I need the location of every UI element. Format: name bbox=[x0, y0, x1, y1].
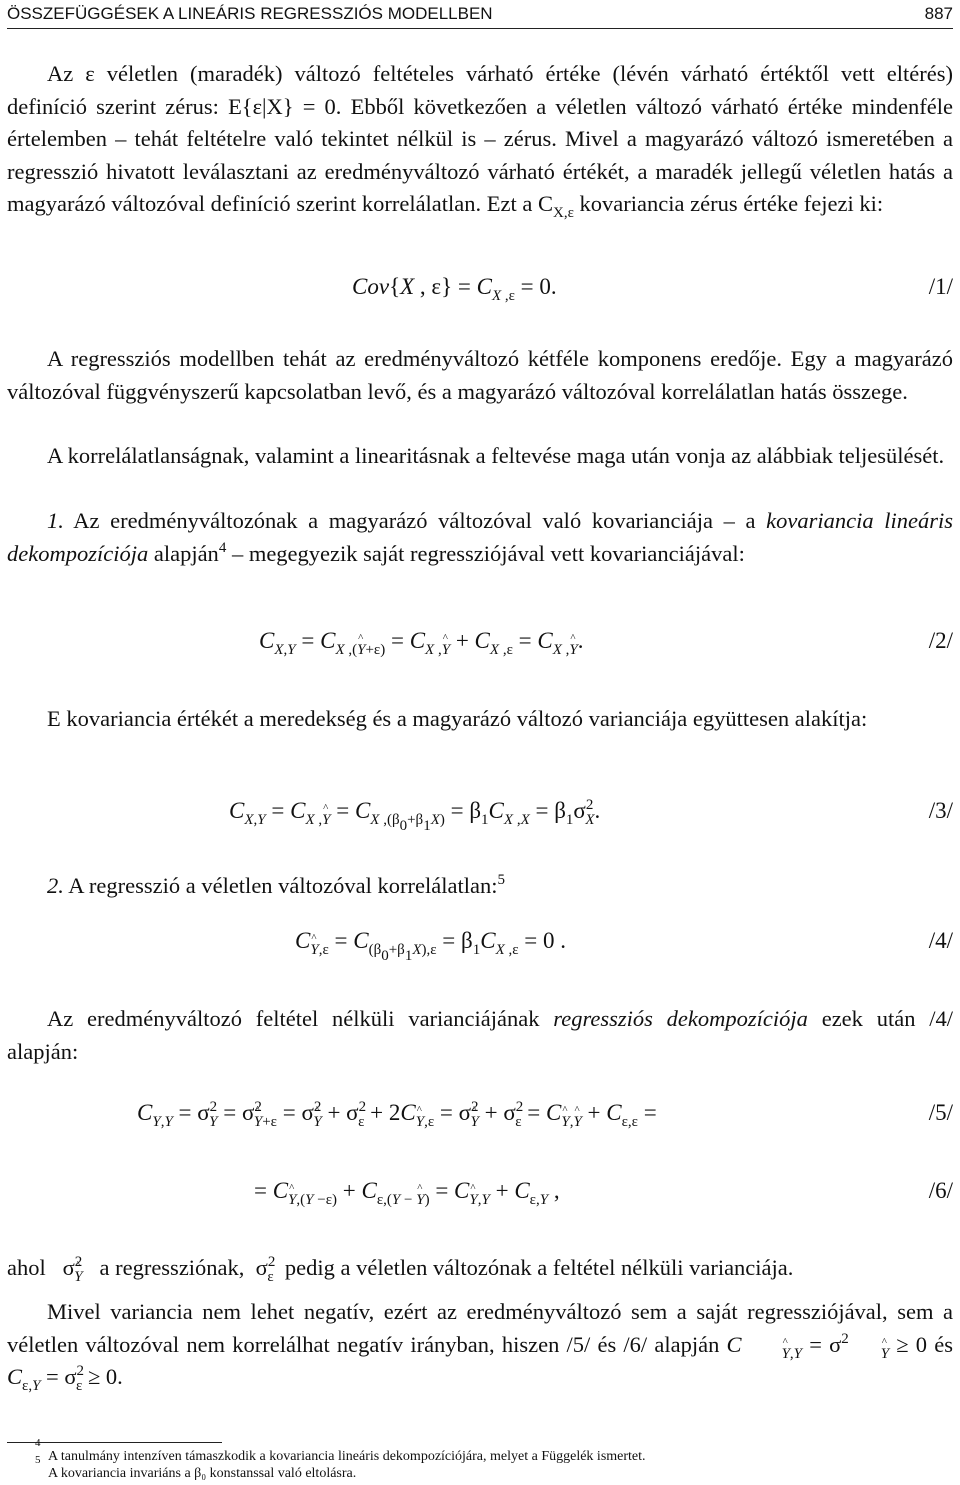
equation-1-formula: Cov{X , $\varepsilon\} = C_{X ,\varepsilon} = 0$. bbox=[352, 274, 557, 304]
equation-3 bbox=[7, 798, 953, 838]
page-number: 887 bbox=[924, 4, 953, 23]
equation-4 bbox=[7, 928, 953, 968]
equation-3-formula: $C_{X,Y} = C_{X ,Y} = C_{X ,(\beta_0+\beta_1X)} = \beta_1C_{X ,X} = \beta_1\sigma^2_X$. bbox=[229, 797, 601, 834]
paragraph-6: 2. A regresszió a véletlen változóval korrelálatlan:$^5$ bbox=[47, 872, 505, 898]
equation-6-number: /6/ bbox=[928, 1178, 953, 1203]
running-header bbox=[7, 2, 953, 29]
footnote-5: 5 A kovariancia invariáns a β₀ konstanssal való eltolásra. bbox=[35, 1454, 357, 1481]
paragraph-3: A korrelálatlanságnak, valamint a linearitásnak a feltevése maga után vonja az alábbiak teljesülését. bbox=[47, 443, 945, 468]
equation-2 bbox=[7, 628, 953, 668]
paragraph-9: Mivel variancia nem lehet negatív, ezért az eredményváltozó sem a saját regressziójával, sem a véletlen változóval nem korrelálhat negatív irányban, hiszen /5/ és /6/ alapján C $_{Y,Y} = \sigma^2_Y \ge 0$ és $C_{\varepsilon,Y} = \sigma^2_\varepsilon \ge 0$. bbox=[7, 1299, 953, 1394]
equation-4-number: /4/ bbox=[928, 928, 953, 953]
equation-2-number: /2/ bbox=[928, 628, 953, 653]
equation-5 bbox=[7, 1100, 953, 1140]
equation-4-formula: $C_{Y,\varepsilon} = C_{(\beta_0+\beta_1X),\varepsilon} = \beta_1C_{X ,\varepsilon} = 0$ . bbox=[295, 928, 567, 964]
paragraph-5: E kovariancia értékét a meredekség és a magyarázó változó varianciája együttesen alakítja: bbox=[47, 706, 868, 731]
equation-6-formula: = $C_{Y,(Y -\varepsilon)} + C_{\varepsilon,(Y - Y)} = C_{Y,Y} + C_{\varepsilon,Y}$ , bbox=[254, 1178, 560, 1208]
equation-1 bbox=[7, 274, 953, 314]
equation-2-formula: $C_{X,Y} = C_{X ,(Y+\varepsilon)} = C_{X ,Y} + C_{X ,\varepsilon} = C_{X ,Y}$. bbox=[259, 628, 584, 658]
paragraph-4: 1. Az eredményváltozónak a magyarázó változóval való kovarianciája – a kovariancia lineáris dekompozíciója alapján$^4$ – megegyezik saját regressziójával vett kovarianciájával: bbox=[7, 508, 953, 566]
paragraph-8 bbox=[7, 1255, 953, 1295]
equation-5-formula: $C_{Y,Y} = \sigma^2_Y = \sigma^2_{Y+\varepsilon} = \sigma^2_Y + \sigma^2_\varepsilon + 2C_{Y,\varepsilon} = \sigma^2_Y + \sigma^2_\varepsilon = C_{Y,Y} + C_{\varepsilon,\varepsilon}$ = bbox=[137, 1099, 657, 1130]
equation-1-number: /1/ bbox=[928, 274, 953, 299]
equation-6 bbox=[7, 1178, 953, 1218]
paragraph-8-text: ahol $\sigma^2_Y$ a regressziónak, $\sigma^2_\varepsilon$ pedig a véletlen változónak a feltétel nélküli varianciája. bbox=[7, 1254, 794, 1285]
equation-5-number: /5/ bbox=[928, 1100, 953, 1125]
footnote-ref-5[interactable]: 5 bbox=[497, 872, 505, 888]
paragraph-7: Az eredményváltozó feltétel nélküli varianciájának regressziós dekompozíciója ezek után /4/ alapján: bbox=[7, 1006, 954, 1064]
footnote-ref-4[interactable]: 4 bbox=[218, 539, 227, 556]
footnote-4: 4 A tanulmány intenzíven támaszkodik a kovariancia lineáris dekompozíciójára, melyet a Függelék ismertet. bbox=[35, 1437, 646, 1464]
paragraph-2: A regressziós modellben tehát az eredményváltozó kétféle komponens eredője. Egy a magyarázó változóval függvényszerű kapcsolatban levő, és a magyarázó változóval korrelálatlan hatás összege. bbox=[7, 346, 953, 404]
equation-3-number: /3/ bbox=[928, 798, 953, 823]
paragraph-1: Az ε véletlen (maradék) változó feltételes várható értéke (lévén várható értéktől vett eltérés) definíció szerint zérus: E{ε|X} = 0. Ebből következően a véletlen változó várható értéke mindenféle értelemben – tehát feltételre való tekintet nélkül is – zérus. Mivel a magyarázó változó ismeretében a regresszió hivatott leválasztani az eredményváltozó várható értékét, a maradék jellegű véletlen hatás a magyarázó változóval definíció szerint korrelálatlan. Ezt a $C_{X,\varepsilon}$ kovariancia zérus értéke fejezi ki: bbox=[7, 61, 953, 221]
running-title: ÖSSZEFÜGGÉSEK A LINEÁRIS REGRESSZIÓS MODELLBEN bbox=[7, 4, 493, 23]
